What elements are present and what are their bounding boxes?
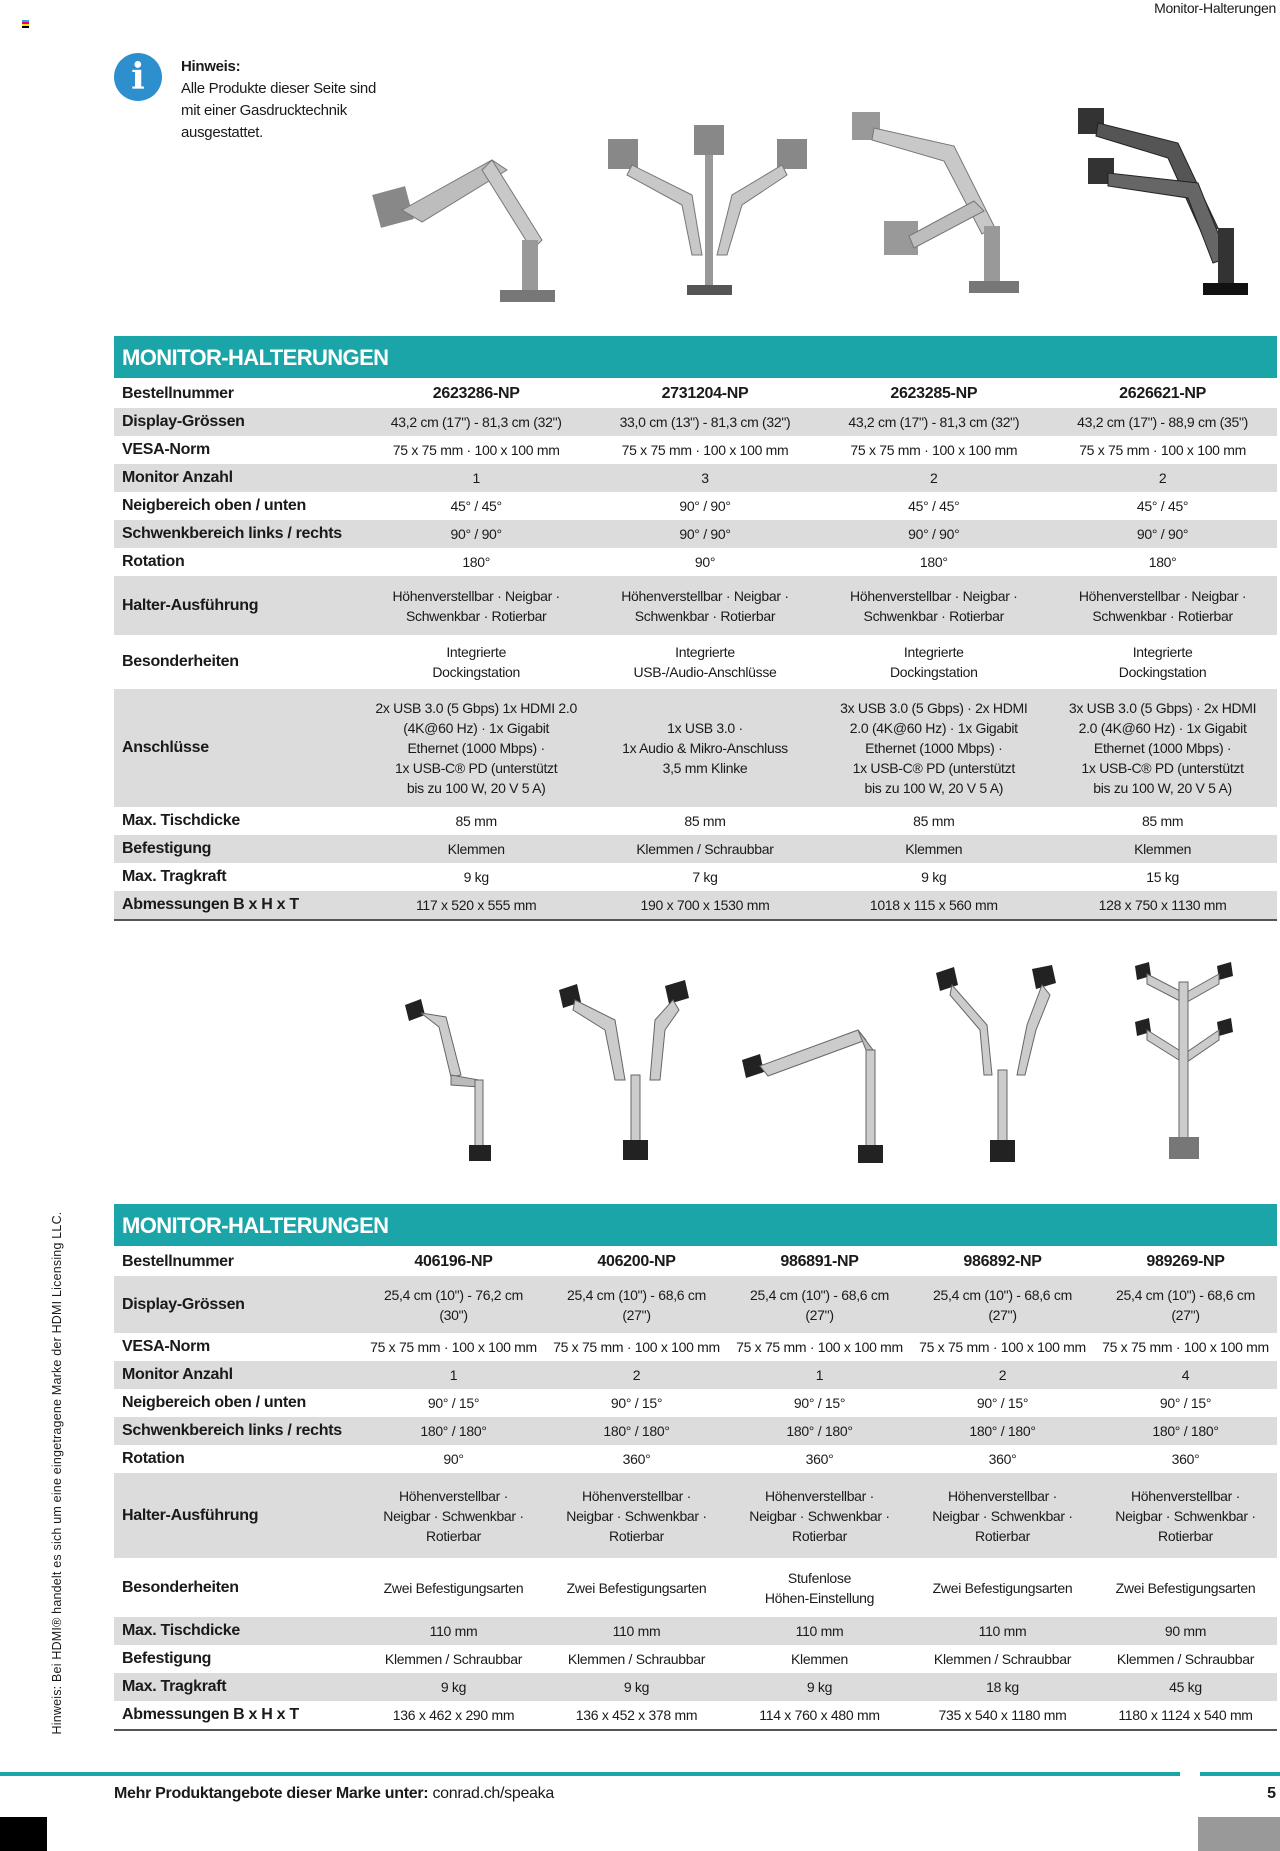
table-cell: 2731204-NP (661, 385, 749, 402)
table-cell: Klemmen / Schraubbar (933, 1651, 1072, 1667)
table-cell: 110 mm (978, 1623, 1027, 1639)
table-cell: Höhenverstellbar · Neigbar · Schwenkbar · Rotierbar (392, 587, 560, 624)
table-cell: 90 mm (1164, 1623, 1207, 1639)
table-cell: 110 mm (795, 1623, 844, 1639)
table-row (114, 891, 1277, 919)
table-bottom-rule (114, 1729, 1277, 1731)
monitor-arm-image (738, 1010, 909, 1168)
table-cell: 90° / 90° (450, 526, 502, 542)
table-cell: 735 x 540 x 1180 mm (938, 1707, 1067, 1723)
table-cell: 90° / 15° (976, 1395, 1029, 1411)
table-cell: 190 x 700 x 1530 mm (640, 897, 770, 913)
table-cell: Stufenlose Höhen-Einstellung (764, 1569, 875, 1606)
table-cell: 180° / 180° (1152, 1423, 1219, 1439)
monitor-arm-image (1127, 962, 1239, 1168)
table-cell: 90° / 90° (1136, 526, 1189, 542)
table-cell: 2 (998, 1367, 1007, 1383)
table-cell: 18 kg (986, 1679, 1019, 1695)
table-cell: 180° (462, 554, 491, 570)
table-row (114, 1473, 1277, 1558)
row-label: Besonderheiten (122, 653, 239, 670)
table-cell: 4 (1181, 1367, 1190, 1383)
footer-text (114, 1785, 554, 1803)
table-cell: 90° (443, 1451, 464, 1467)
table-row (114, 576, 1277, 635)
row-label: Schwenkbereich links / rechts (122, 1422, 342, 1439)
monitor-arm-image (401, 995, 496, 1167)
row-label: Rotation (122, 1450, 185, 1467)
table-cell: 360° (988, 1451, 1017, 1467)
row-label: Neigbereich oben / unten (122, 497, 306, 514)
row-label: Abmessungen B x H x T (122, 896, 299, 913)
table-cell: 25,4 cm (10") - 68,6 cm (27") (1116, 1286, 1255, 1323)
table-cell: 90° (694, 554, 716, 570)
table-row (114, 1558, 1277, 1617)
table-cell: Höhenverstellbar · Neigbar · Schwenkbar · Rotierbar (621, 587, 789, 624)
table-cell: 360° (622, 1451, 651, 1467)
table-cell: 9 kg (921, 869, 947, 885)
section-title: Monitor-Halterungen (1154, 0, 1276, 16)
table-cell: Höhenverstellbar · Neigbar · Schwenkbar · Rotierbar (1115, 1487, 1256, 1544)
table-cell: Klemmen (790, 1651, 849, 1667)
footer-link[interactable]: conrad.ch/speaka (432, 1785, 554, 1802)
row-label: Monitor Anzahl (122, 1366, 233, 1383)
table-cell: 136 x 452 x 378 mm (575, 1707, 698, 1723)
table-cell: 986892-NP (963, 1253, 1042, 1270)
table-cell: 7 kg (692, 869, 718, 885)
table-row (114, 1361, 1277, 1389)
table-cell: Integrierte Dockingstation (432, 644, 521, 680)
table-cell: 75 x 75 mm · 100 x 100 mm (553, 1339, 720, 1355)
table-cell: 43,2 cm (17") - 81,3 cm (32") (848, 414, 1020, 430)
table-row (114, 635, 1277, 689)
table-cell: 45 kg (1169, 1679, 1202, 1695)
table-cell: Höhenverstellbar · Neigbar · Schwenkbar · Rotierbar (932, 1487, 1073, 1544)
table-cell: 2 (632, 1367, 641, 1383)
table-cell: Klemmen / Schraubbar (636, 841, 774, 857)
table-cell: 25,4 cm (10") - 68,6 cm (27") (933, 1286, 1072, 1323)
table-cell: 110 mm (429, 1623, 478, 1639)
table-cell: 90° / 90° (908, 526, 960, 542)
row-label: Max. Tragkraft (122, 1678, 227, 1695)
table-row (114, 492, 1277, 520)
table-cell: Zwei Befestigungsarten (932, 1579, 1073, 1596)
table-cell: 43,2 cm (17") - 81,3 cm (32") (390, 414, 562, 430)
table-row (114, 1445, 1277, 1473)
monitor-arm-image (1068, 108, 1263, 313)
table-cell: Klemmen / Schraubbar (567, 1651, 706, 1667)
table-cell: Klemmen (905, 841, 963, 857)
table-cell: Klemmen / Schraubbar (384, 1651, 523, 1667)
table-cell: 2623286-NP (432, 385, 520, 402)
table-cell: 15 kg (1146, 869, 1179, 885)
table-cell: 25,4 cm (10") - 68,6 cm (27") (567, 1286, 706, 1323)
table-cell: Höhenverstellbar · Neigbar · Schwenkbar · Rotierbar (749, 1487, 890, 1544)
table-cell: 180° / 180° (603, 1423, 670, 1439)
monitor-arm-image (602, 125, 814, 305)
table-bottom-rule (114, 919, 1277, 921)
table-cell: 117 x 520 x 555 mm (415, 897, 537, 913)
table-cell: Höhenverstellbar · Neigbar · Schwenkbar · Rotierbar (566, 1487, 707, 1544)
table-row (114, 464, 1277, 492)
table-row (114, 863, 1277, 891)
row-label: Max. Tischdicke (122, 1622, 240, 1639)
row-label: Halter-Ausführung (122, 596, 259, 614)
table-cell: 25,4 cm (10") - 68,6 cm (27") (750, 1286, 889, 1323)
table-cell: 33,0 cm (13") - 81,3 cm (32") (619, 414, 791, 430)
table-title: MONITOR-HALTERUNGEN (114, 1204, 1277, 1246)
table-cell: 90° / 15° (793, 1395, 846, 1411)
row-label: VESA-Norm (122, 1338, 210, 1355)
table-cell: 128 x 750 x 1130 mm (1098, 897, 1227, 913)
row-label: Bestellnummer (122, 1253, 234, 1270)
row-label: Abmessungen B x H x T (122, 1706, 299, 1723)
table-cell: 110 mm (612, 1623, 661, 1639)
table-row (114, 380, 1277, 408)
row-label: Neigbereich oben / unten (122, 1394, 306, 1411)
monitor-arm-image (844, 106, 1038, 316)
table-row (114, 1673, 1277, 1701)
row-label: Anschlüsse (122, 739, 209, 756)
table-cell: 180° (919, 554, 948, 570)
print-mark (1198, 1817, 1280, 1851)
table-cell: 85 mm (1141, 813, 1184, 829)
table-cell: 3x USB 3.0 (5 Gbps) · 2x HDMI 2.0 (4K@60 Hz) · 1x Gigabit Ethernet (1000 Mbps) · 1x USB-C® PD (unterstützt bis zu 100 W, 20 V 5 A) (840, 700, 1028, 796)
row-label: Bestellnummer (122, 385, 234, 402)
table-cell: Integrierte Dockingstation (889, 644, 978, 680)
table-cell: 85 mm (913, 813, 955, 829)
table-cell: 180° / 180° (786, 1423, 853, 1439)
monitor-arm-image (555, 980, 708, 1168)
table-cell: Integrierte USB-/Audio-Anschlüsse (633, 644, 777, 680)
table-row (114, 1701, 1277, 1729)
table-cell: 90° / 90° (679, 526, 731, 542)
table-cell: Integrierte Dockingstation (1118, 644, 1207, 680)
row-label: Display-Grössen (122, 413, 245, 430)
print-mark (0, 1817, 47, 1851)
row-label: Befestigung (122, 1650, 212, 1667)
table-cell: 2x USB 3.0 (5 Gbps) 1x HDMI 2.0 (4K@60 Hz) · 1x Gigabit Ethernet (1000 Mbps) · 1x USB-C® PD (unterstützt bis zu 100 W, 20 V 5 A) (375, 700, 577, 796)
table-row (114, 1248, 1277, 1276)
table-cell: 180° (1148, 554, 1177, 570)
table-cell: 136 x 462 x 290 mm (392, 1707, 515, 1723)
table-cell: 90° / 90° (679, 498, 731, 514)
table-cell: 406196-NP (414, 1253, 493, 1270)
table-cell: 9 kg (440, 1679, 467, 1695)
table-cell: 75 x 75 mm · 100 x 100 mm (1102, 1339, 1269, 1355)
table-cell: 75 x 75 mm · 100 x 100 mm (919, 1339, 1086, 1355)
table-cell: 2 (1158, 470, 1167, 486)
hdmi-trademark-note: Hinweis: Bei HDMI® handelt es sich um eine eingetragene Marke der HDMI Licensing LLC. (50, 1211, 64, 1735)
table-cell: Klemmen (1134, 841, 1192, 857)
row-label: Display-Grössen (122, 1295, 245, 1313)
table-cell: 90° / 15° (610, 1395, 663, 1411)
row-label: Befestigung (122, 840, 212, 857)
table-row (114, 1389, 1277, 1417)
table-title: MONITOR-HALTERUNGEN (114, 336, 1277, 378)
table-cell: Zwei Befestigungsarten (1115, 1579, 1256, 1596)
table-row (114, 1276, 1277, 1333)
table-cell: 406200-NP (597, 1253, 676, 1270)
table-cell: 986891-NP (780, 1253, 859, 1270)
monitor-arm-image (932, 965, 1074, 1168)
monitor-arm-image (372, 140, 578, 315)
table-cell: Klemmen / Schraubbar (1116, 1651, 1255, 1667)
spec-table-1 (114, 336, 1277, 921)
table-row (114, 835, 1277, 863)
table-cell: 2623285-NP (890, 385, 978, 402)
table-cell: 1 (472, 470, 480, 486)
table-cell: 3 (701, 470, 709, 486)
table-cell: Zwei Befestigungsarten (566, 1579, 707, 1596)
table-cell: 75 x 75 mm · 100 x 100 mm (392, 442, 560, 458)
table-cell: 9 kg (623, 1679, 650, 1695)
info-icon: i (114, 53, 162, 101)
table-cell: Höhenverstellbar · Neigbar · Schwenkbar · Rotierbar (1078, 587, 1247, 624)
table-cell: 180° / 180° (420, 1423, 487, 1439)
table-cell: 3x USB 3.0 (5 Gbps) · 2x HDMI 2.0 (4K@60 Hz) · 1x Gigabit Ethernet (1000 Mbps) · 1x USB-C® PD (unterstützt bis zu 100 W, 20 V 5 A) (1068, 700, 1257, 796)
table-cell: 75 x 75 mm · 100 x 100 mm (370, 1339, 537, 1355)
hint-title: Hinweis: (181, 58, 241, 75)
footer-rule (1200, 1772, 1280, 1776)
table-cell: 180° / 180° (969, 1423, 1036, 1439)
row-label: Halter-Ausführung (122, 1506, 259, 1524)
table-row (114, 807, 1277, 835)
table-cell: 45° / 45° (1136, 498, 1189, 514)
page-number: 5 (1267, 1785, 1276, 1802)
row-label: Monitor Anzahl (122, 469, 233, 486)
table-cell: 989269-NP (1146, 1253, 1225, 1270)
table-row (114, 408, 1277, 436)
table-cell: 360° (805, 1451, 834, 1467)
table-cell: 1 (449, 1367, 458, 1383)
table-cell: 45° / 45° (450, 498, 502, 514)
table-cell: 2626621-NP (1119, 385, 1207, 402)
table-cell: 85 mm (455, 813, 497, 829)
table-cell: 114 x 760 x 480 mm (759, 1707, 880, 1723)
table-cell: 75 x 75 mm · 100 x 100 mm (1079, 442, 1246, 458)
table-row (114, 1617, 1277, 1645)
table-row (114, 520, 1277, 548)
hint-box (181, 56, 396, 144)
table-cell: 2 (930, 470, 938, 486)
table-cell: 25,4 cm (10") - 76,2 cm (30") (384, 1286, 523, 1323)
table-cell: 85 mm (684, 813, 726, 829)
table-row (114, 548, 1277, 576)
table-cell: Klemmen (447, 841, 505, 857)
table-cell: 1018 x 115 x 560 mm (869, 897, 998, 913)
row-label: Max. Tragkraft (122, 868, 227, 885)
hint-text: Alle Produkte dieser Seite sind mit einer Gasdrucktechnik ausgestattet. (181, 80, 376, 141)
table-cell: 360° (1171, 1451, 1200, 1467)
table-cell: 75 x 75 mm · 100 x 100 mm (736, 1339, 903, 1355)
footer-rule (0, 1772, 1180, 1776)
table-cell: 45° / 45° (908, 498, 960, 514)
table-cell: 90° / 15° (1159, 1395, 1212, 1411)
table-row (114, 1333, 1277, 1361)
table-row (114, 436, 1277, 464)
spec-table-2 (114, 1204, 1277, 1731)
table-row (114, 1645, 1277, 1673)
table-cell: Höhenverstellbar · Neigbar · Schwenkbar · Rotierbar (383, 1487, 524, 1544)
row-label: Besonderheiten (122, 1578, 239, 1596)
table-cell: 1x USB 3.0 · 1x Audio & Mikro-Anschluss 3,5 mm Klinke (622, 720, 788, 776)
table-cell: 75 x 75 mm · 100 x 100 mm (621, 442, 789, 458)
print-color-marks (22, 20, 29, 28)
row-label: Schwenkbereich links / rechts (122, 525, 342, 542)
table-cell: Höhenverstellbar · Neigbar · Schwenkbar · Rotierbar (850, 587, 1018, 624)
table-cell: Zwei Befestigungsarten (383, 1579, 524, 1596)
table-cell: 1180 x 1124 x 540 mm (1118, 1707, 1253, 1723)
table-cell: 43,2 cm (17") - 88,9 cm (35") (1077, 414, 1249, 430)
table-cell: 1 (815, 1367, 824, 1383)
row-label: VESA-Norm (122, 441, 210, 458)
table-row (114, 1417, 1277, 1445)
row-label: Max. Tischdicke (122, 812, 240, 829)
table-cell: 9 kg (806, 1679, 833, 1695)
row-label: Rotation (122, 553, 185, 570)
table-cell: 75 x 75 mm · 100 x 100 mm (850, 442, 1018, 458)
footer-label: Mehr Produktangebote dieser Marke unter: (114, 1785, 429, 1802)
table-cell: 90° / 15° (427, 1395, 480, 1411)
table-row (114, 689, 1277, 807)
table-cell: 9 kg (463, 869, 489, 885)
